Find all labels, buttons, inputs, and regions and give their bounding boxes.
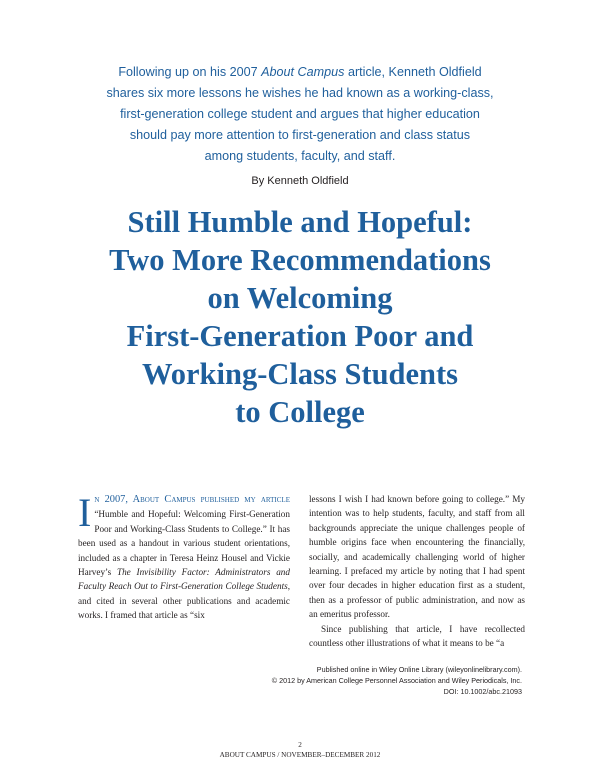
title-line-4: First-Generation Poor and [126, 319, 474, 353]
lead-in-small-caps: n 2007, About Campus published my article [94, 494, 290, 505]
publication-credits [122, 664, 522, 697]
page-footer [0, 741, 600, 760]
deck-line-5: among students, faculty, and staff. [204, 149, 396, 163]
page-number: 2 [298, 741, 302, 749]
deck-line-1-text: Following up on his 2007 [118, 65, 262, 79]
body-paragraph-2: lessons I wish I had known before going to college.” My intention was to help students, faculty, and staff from all backgrounds appreciate the unique challenges people of humble origins face when encountering the financially, socially, and academically challenging world of higher learning. I prefaced my article by noting that I had spent over four decades in higher education first as a student, then as a professor of public administration, and now as an emeritus professor. [309, 494, 525, 620]
copyright-note: © 2012 by American College Personnel Association and Wiley Periodicals, Inc. [271, 676, 522, 685]
body-paragraph-3: Since publishing that article, I have recollected countless other illustrations of what it means to be “a [309, 623, 525, 649]
book-title: The Invisibility Factor: Administrators and Faculty Reach Out to First-Generation College Students [78, 567, 290, 592]
deck-line-2: shares six more lessons he wishes he had known as a working-class, [106, 86, 494, 100]
deck-journal-name: About Campus [261, 65, 345, 79]
title-line-2: Two More Recommendations [109, 243, 491, 277]
body-text-1: “Humble and Hopeful: Welcoming First-Generation Poor and Working-Class Students to College.” It has been used as a handout in various student orientations, included as a chapter in Teresa Heinz Housel and Vickie Harvey’s [78, 509, 290, 578]
article-deck [90, 62, 510, 167]
deck-line-1 [90, 62, 510, 83]
title-line-6: to College [235, 395, 365, 429]
byline: By Kenneth Oldfield [251, 175, 349, 187]
article-title [40, 203, 560, 431]
title-line-5: Working-Class Students [141, 357, 459, 391]
online-library-note: Published online in Wiley Online Library (wileyonlinelibrary.com). [316, 665, 522, 674]
body-text-2: , and cited in several other publications and academic works. I framed that article as “six [78, 581, 290, 621]
deck-line-1-tail: article, Kenneth Oldfield [344, 65, 482, 79]
body-paragraph-1 [78, 492, 290, 623]
title-line-1: Still Humble and Hopeful: [127, 205, 473, 239]
doi: DOI: 10.1002/abc.21093 [443, 687, 522, 696]
deck-line-4: should pay more attention to first-generation and class status [129, 128, 471, 142]
journal-issue: ABOUT CAMPUS / NOVEMBER–DECEMBER 2012 [219, 750, 381, 759]
title-line-3: on Welcoming [207, 281, 393, 315]
body-column-2 [309, 492, 525, 650]
body-column-1 [78, 492, 290, 623]
drop-cap: I [78, 490, 92, 535]
deck-line-3: first-generation college student and argues that higher education [120, 107, 480, 121]
